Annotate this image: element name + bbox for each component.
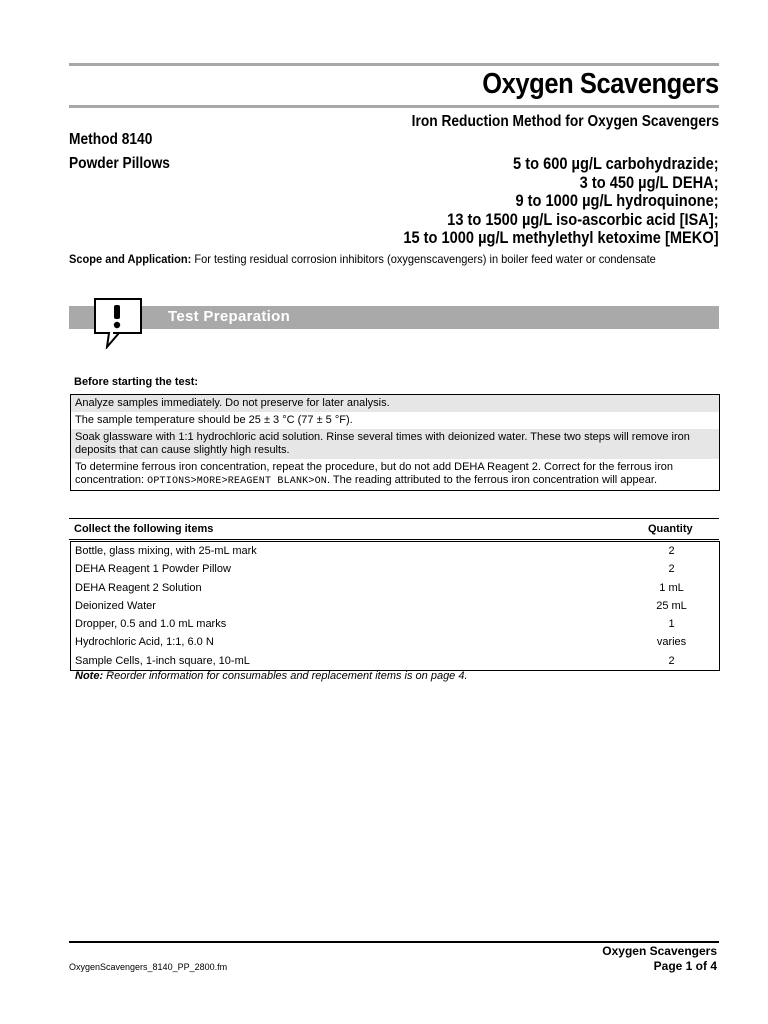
item-quantity: varies [656,636,687,649]
header-top-rule [69,63,719,66]
reorder-note [75,670,468,682]
table-row [71,542,719,560]
item-name: DEHA Reagent 1 Powder Pillow [75,563,231,576]
items-header-name: Collect the following items [74,523,214,535]
scope-text: For testing residual corrosion inhibitors (oxygenscavengers) in boiler feed water or condensate [194,252,656,266]
section-banner [69,306,719,329]
range-line: 9 to 1000 µg/L hydroquinone; [515,191,719,210]
item-name: Sample Cells, 1-inch square, 10-mL [75,654,250,667]
table-row [71,615,719,633]
note-label: Note: [75,670,104,682]
table-row [71,597,719,615]
item-name: Deionized Water [75,599,156,612]
before-test-label: Before starting the test: [74,376,199,388]
scope-and-application [69,252,707,266]
footer-rule [69,941,719,943]
range-line: 5 to 600 µg/L carbohydrazide; [513,154,719,173]
list-item: The sample temperature should be 25 ± 3 °C (77 ± 5 °F). [71,412,719,429]
table-row [71,652,719,670]
footer-filename: OxygenScavengers_8140_PP_2800.fm [69,962,228,972]
item-name: DEHA Reagent 2 Solution [75,581,202,594]
method-number: Method 8140 [69,131,153,148]
items-header-top-rule [69,518,719,519]
header-bottom-rule [69,105,719,108]
item-quantity: 1 mL [659,581,684,594]
items-table [70,541,720,671]
section-title: Test Preparation [168,308,291,325]
exclamation-speech-bubble-icon [93,297,143,349]
footer-title: Oxygen Scavengers [602,944,717,958]
item-name: Bottle, glass mixing, with 25-mL mark [75,545,257,557]
table-row [71,560,719,578]
range-line: 15 to 1000 µg/L methylethyl ketoxime [MEKO] [403,228,719,247]
table-row [71,579,719,597]
document-title: Oxygen Scavengers [482,68,719,100]
method-format: Powder Pillows [69,155,170,172]
menu-path: OPTIONS>MORE>REAGENT BLANK>ON [147,476,327,487]
item-quantity: 1 [668,618,675,631]
note-text: Reorder information for consumables and replacement items is on page 4. [106,670,468,682]
items-header-quantity: Quantity [648,523,693,535]
item-quantity: 2 [668,563,675,576]
item-quantity: 2 [668,545,675,557]
list-item [71,459,719,490]
page-number: Page 1 of 4 [653,959,717,973]
list-item: Analyze samples immediately. Do not preserve for later analysis. [71,395,719,412]
range-line: 13 to 1500 µg/L iso-ascorbic acid [ISA]; [447,209,719,229]
scope-label: Scope and Application: [69,252,192,266]
list-item: Soak glassware with 1:1 hydrochloric acid solution. Rinse several times with deionized water. These two steps will remove iron deposits that can cause slightly high results. [71,429,719,459]
item-quantity: 2 [668,654,675,667]
table-row [71,633,719,651]
item-name: Dropper, 0.5 and 1.0 mL marks [75,618,227,631]
before-test-box [70,394,720,491]
item-name: Hydrochloric Acid, 1:1, 6.0 N [75,636,214,649]
list-item-text: To determine ferrous iron concentration, repeat the procedure, but do not add DEHA Reagent 2. Correct for the ferrous iron concentration: [75,461,674,486]
items-header-bottom-rule [69,539,719,540]
list-item-text: . The reading attributed to the ferrous iron concentration will appear. [327,474,657,486]
range-line: 3 to 450 µg/L DEHA; [580,172,719,192]
item-quantity: 25 mL [656,599,687,612]
method-title: Iron Reduction Method for Oxygen Scavengers [411,113,719,130]
measurement-ranges [352,155,719,248]
